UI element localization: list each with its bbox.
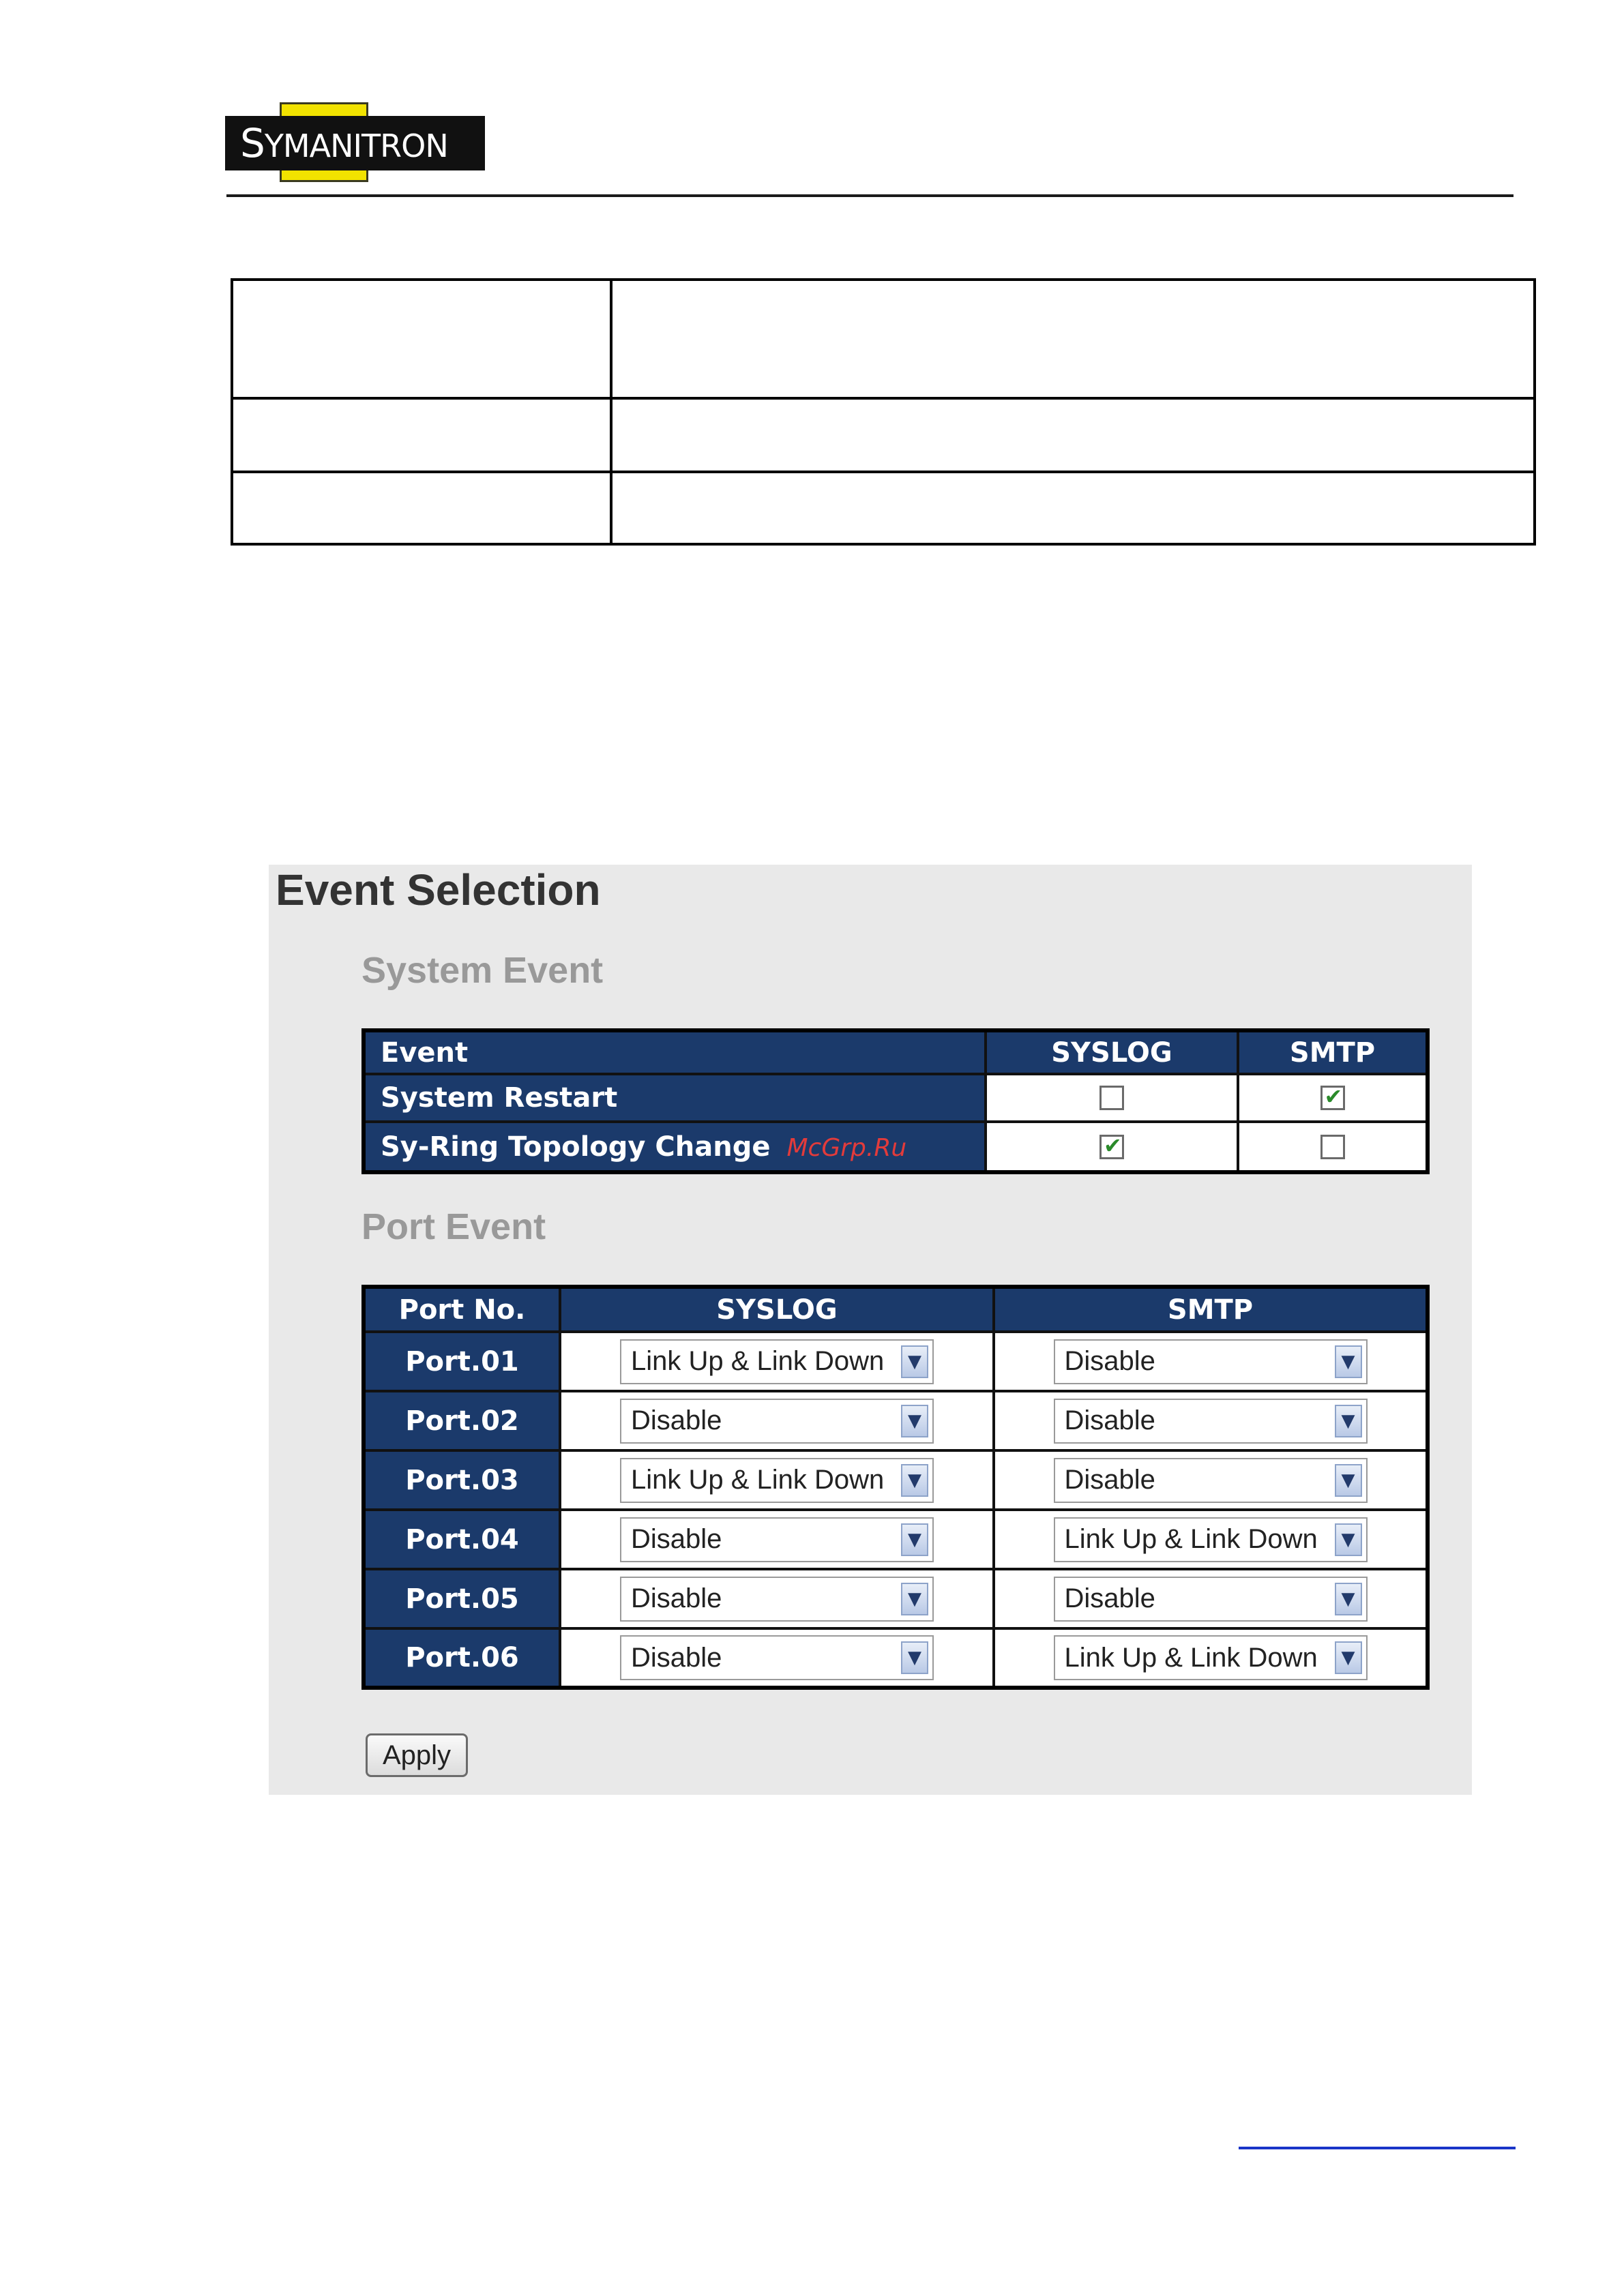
column-header: SMTP xyxy=(994,1287,1428,1332)
watermark: McGrp.Ru xyxy=(786,1133,907,1162)
smtp-select[interactable] xyxy=(1054,1517,1368,1562)
select-value: Disable xyxy=(1064,1405,1155,1435)
table-row xyxy=(364,1628,1428,1688)
select-value: Link Up & Link Down xyxy=(631,1346,885,1376)
system-event-heading: System Event xyxy=(361,950,604,991)
select-value: Disable xyxy=(631,1583,722,1613)
table-row xyxy=(364,1450,1428,1510)
chevron-down-icon[interactable]: ▼ xyxy=(1335,1345,1362,1378)
smtp-select[interactable] xyxy=(1054,1399,1368,1444)
chevron-down-icon[interactable]: ▼ xyxy=(901,1523,928,1556)
column-header: SYSLOG xyxy=(986,1030,1238,1074)
table-row xyxy=(364,1391,1428,1450)
table-row xyxy=(364,1332,1428,1391)
column-header: SMTP xyxy=(1238,1030,1428,1074)
port-event-table xyxy=(361,1285,1430,1690)
syslog-select[interactable] xyxy=(620,1577,934,1622)
port-event-heading: Port Event xyxy=(361,1206,546,1247)
apply-button[interactable]: Apply xyxy=(366,1733,468,1777)
table-divider xyxy=(610,281,612,543)
smtp-checkbox[interactable] xyxy=(1320,1086,1345,1110)
table-row xyxy=(364,1569,1428,1628)
smtp-select[interactable] xyxy=(1054,1458,1368,1503)
chevron-down-icon[interactable]: ▼ xyxy=(1335,1405,1362,1437)
select-value: Link Up & Link Down xyxy=(1064,1524,1318,1554)
column-header: Event xyxy=(364,1030,986,1074)
syslog-select[interactable] xyxy=(620,1399,934,1444)
column-header: SYSLOG xyxy=(560,1287,994,1332)
syslog-select[interactable] xyxy=(620,1458,934,1503)
table-row xyxy=(364,1122,1428,1172)
table-row xyxy=(364,1510,1428,1569)
column-header: Port No. xyxy=(364,1287,560,1332)
port-label: Port.06 xyxy=(364,1628,560,1688)
document-table xyxy=(231,278,1536,546)
footer-link-underline[interactable] xyxy=(1239,2147,1516,2149)
chevron-down-icon[interactable]: ▼ xyxy=(1335,1523,1362,1556)
select-value: Disable xyxy=(1064,1583,1155,1613)
smtp-select[interactable] xyxy=(1054,1577,1368,1622)
page-title: Event Selection xyxy=(276,865,601,914)
smtp-select[interactable] xyxy=(1054,1339,1368,1384)
table-divider xyxy=(233,471,1533,473)
select-value: Disable xyxy=(631,1642,722,1673)
smtp-checkbox[interactable] xyxy=(1320,1135,1345,1159)
port-label: Port.05 xyxy=(364,1569,560,1628)
syslog-select[interactable] xyxy=(620,1517,934,1562)
chevron-down-icon[interactable]: ▼ xyxy=(1335,1464,1362,1497)
chevron-down-icon[interactable]: ▼ xyxy=(901,1345,928,1378)
logo: SYMANITRON xyxy=(225,116,485,170)
port-label: Port.03 xyxy=(364,1450,560,1510)
chevron-down-icon[interactable]: ▼ xyxy=(1335,1641,1362,1674)
select-value: Disable xyxy=(631,1405,722,1435)
syslog-checkbox[interactable] xyxy=(1099,1135,1124,1159)
table-row xyxy=(364,1074,1428,1122)
chevron-down-icon[interactable]: ▼ xyxy=(1335,1583,1362,1615)
select-value: Link Up & Link Down xyxy=(1064,1642,1318,1673)
syslog-select[interactable] xyxy=(620,1635,934,1680)
table-divider xyxy=(233,397,1533,400)
event-label: Sy-Ring Topology Change xyxy=(381,1131,771,1163)
chevron-down-icon[interactable]: ▼ xyxy=(901,1464,928,1497)
select-value: Disable xyxy=(631,1524,722,1554)
port-label: Port.01 xyxy=(364,1332,560,1391)
port-label: Port.04 xyxy=(364,1510,560,1569)
syslog-select[interactable] xyxy=(620,1339,934,1384)
syslog-checkbox[interactable] xyxy=(1099,1086,1124,1110)
select-value: Link Up & Link Down xyxy=(631,1465,885,1495)
event-label: System Restart xyxy=(364,1074,986,1122)
chevron-down-icon[interactable]: ▼ xyxy=(901,1405,928,1437)
smtp-select[interactable] xyxy=(1054,1635,1368,1680)
select-value: Disable xyxy=(1064,1465,1155,1495)
system-event-table xyxy=(361,1028,1430,1174)
port-label: Port.02 xyxy=(364,1391,560,1450)
chevron-down-icon[interactable]: ▼ xyxy=(901,1583,928,1615)
select-value: Disable xyxy=(1064,1346,1155,1376)
chevron-down-icon[interactable]: ▼ xyxy=(901,1641,928,1674)
header-rule xyxy=(226,194,1514,197)
